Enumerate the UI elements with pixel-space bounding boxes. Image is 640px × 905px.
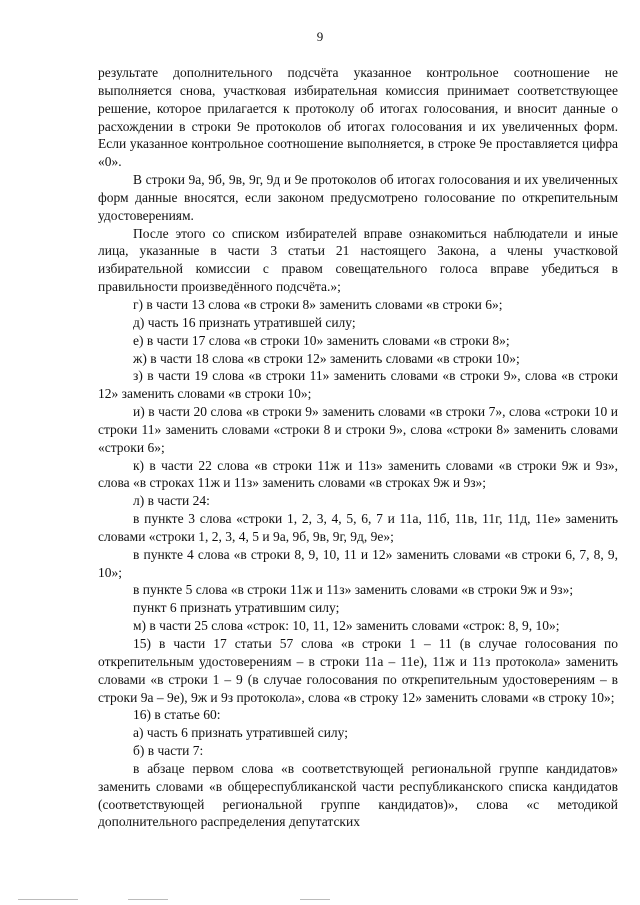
amendment-item: 16) в статье 60: (133, 707, 221, 723)
amendment-item: г) в части 13 слова «в строки 8» заменить словами «в строки 6»; (133, 296, 503, 312)
document-body (98, 64, 618, 831)
amendment-item: м) в части 25 слова «строк: 10, 11, 12» заменить словами «строк: 8, 9, 10»; (133, 618, 560, 634)
amendment-item: 15) в части 17 статьи 57 слова «в строки 1 – 11 (в случае голосования по открепительным удостоверениям – в строки 11а – 11е), 11ж и 11з протокола» заменить словами «в строки 1 – 9 (в случае голосования по открепительным удостоверениям – в строки 9а – 9е), 9ж и 9з протокола», слова «в строку 12» заменить словами «в строку 10»; (98, 636, 618, 705)
amendment-item: и) в части 20 слова «в строки 9» заменить словами «в строки 7», слова «строки 10 и строки 11» заменить словами «строки 8 и строки 9», слова «строки 8» заменить словами «строки 6»; (98, 404, 618, 455)
paragraph: результате дополнительного подсчёта указанное контрольное соотношение не выполняется снова, участковая избирательная комиссия принимает соответствующее решение, которое прилагается к протоколу об итогах голосования, и вносит данные о расхождении в строки 9е протоколов об итогах голосования и их увеличенных форм. Если указанное контрольное соотношение выполняется, в строке 9е проставляется цифра «0». (98, 65, 618, 170)
amendment-subitem: пункт 6 признать утратившим силу; (133, 600, 340, 616)
amendment-item: в абзаце первом слова «в соответствующей региональной группе кандидатов» заменить словами «в общереспубликанской части республиканского списка кандидатов (соответствующей региональной группе кандидатов)», слова «с методикой дополнительного распределения депутатских (98, 760, 618, 830)
amendment-subitem: в пункте 5 слова «в строки 11ж и 11з» заменить словами «в строки 9ж и 9з»; (133, 582, 574, 598)
amendment-item: е) в части 17 слова «в строки 10» заменить словами «в строки 8»; (133, 332, 510, 348)
scan-mark (18, 899, 78, 900)
scan-mark (300, 899, 330, 900)
amendment-item: б) в части 7: (133, 743, 204, 759)
amendment-item: к) в части 22 слова «в строки 11ж и 11з» заменить словами «в строки 9ж и 9з», слова «в строках 11ж и 11з» заменить словами «в строках 9ж и 9з»; (98, 457, 618, 491)
amendment-item: л) в части 24: (133, 493, 210, 509)
amendment-subitem: в пункте 4 слова «в строки 8, 9, 10, 11 и 12» заменить словами «в строки 6, 7, 8, 9, 10»; (98, 546, 618, 580)
scan-mark (128, 899, 168, 900)
amendment-item: з) в части 19 слова «в строки 11» заменить словами «в строки 9», слова «в строки 12» заменить словами «в строки 10»; (98, 368, 618, 402)
page-number: 9 (316, 29, 324, 44)
amendment-subitem: в пункте 3 слова «строки 1, 2, 3, 4, 5, 6, 7 и 11а, 11б, 11в, 11г, 11д, 11е» заменить словами «строки 1, 2, 3, 4, 5 и 9а, 9б, 9в, 9г, 9д, 9е»; (98, 511, 618, 544)
amendment-item: ж) в части 18 слова «в строки 12» заменить словами «в строки 10»; (133, 350, 520, 366)
paragraph: После этого со списком избирателей вправе ознакомиться наблюдатели и иные лица, указанные в части 3 статьи 21 настоящего Закона, а члены участковой избирательной комиссии с правом совещательного голоса вправе убедиться в правильности произведённого подсчёта.»; (98, 225, 618, 295)
amendment-item: д) часть 16 признать утратившей силу; (133, 314, 356, 330)
paragraph: В строки 9а, 9б, 9в, 9г, 9д и 9е протоколов об итогах голосования и их увеличенных форм данные вносятся, если законом предусмотрено голосование по открепительным удостоверениям. (98, 172, 618, 223)
amendment-item: а) часть 6 признать утратившей силу; (133, 725, 348, 741)
scan-edge-artifact (0, 896, 640, 905)
